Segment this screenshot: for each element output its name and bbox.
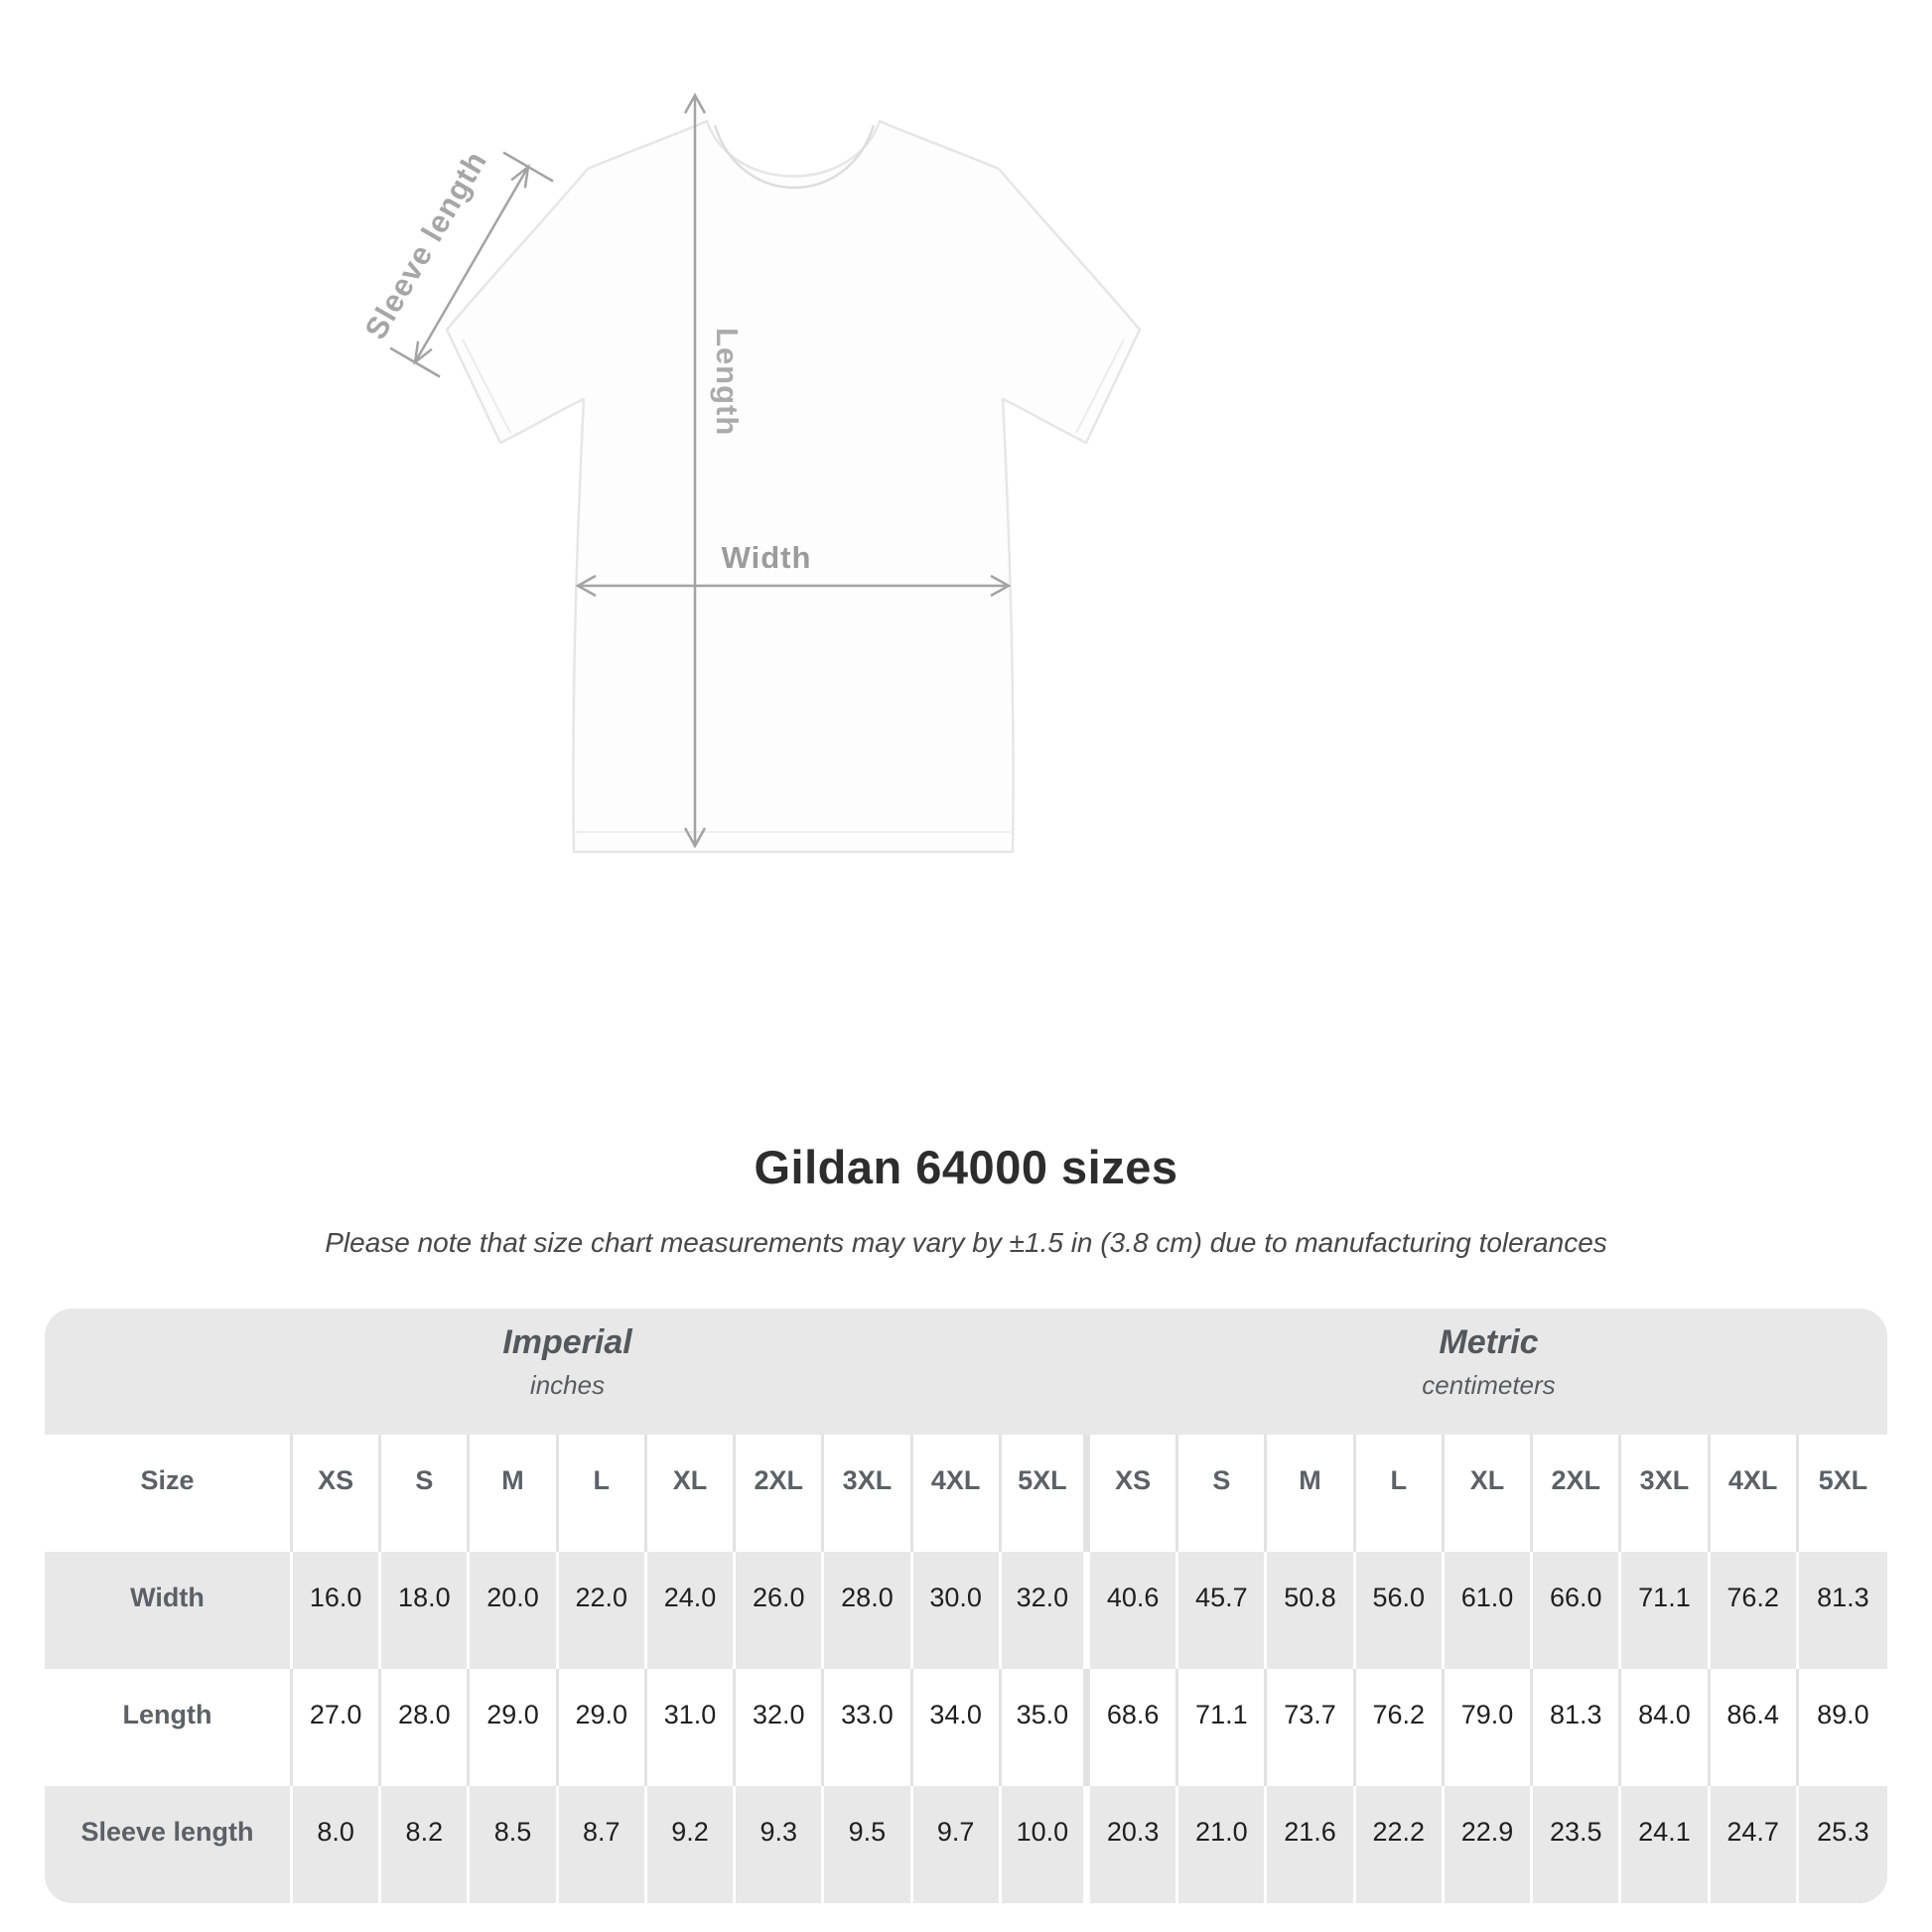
value-cell: 4XL — [1711, 1435, 1799, 1552]
value-cell: 86.4 — [1711, 1669, 1799, 1786]
value-cell: 81.3 — [1533, 1669, 1621, 1786]
value-cell: 9.2 — [647, 1786, 736, 1903]
value-cell: 10.0 — [1002, 1786, 1090, 1903]
value-cell: 26.0 — [736, 1552, 824, 1669]
value-cell: 45.7 — [1178, 1552, 1267, 1669]
value-cell: 24.0 — [647, 1552, 736, 1669]
value-cell: 22.2 — [1356, 1786, 1445, 1903]
value-cell: L — [559, 1435, 647, 1552]
value-cell: 28.0 — [824, 1552, 912, 1669]
value-cell: 25.3 — [1817, 1816, 1869, 1847]
value-cell: 21.0 — [1178, 1786, 1267, 1903]
value-cell: M — [470, 1435, 558, 1552]
metric-unit: centimeters — [1422, 1369, 1556, 1400]
tshirt-outline — [447, 121, 1140, 852]
row-label-cell: Sleeve length — [45, 1786, 293, 1903]
sleeve-length-row — [45, 1786, 1887, 1903]
page-title: Gildan 64000 sizes — [754, 1141, 1178, 1193]
value-cell: 76.2 — [1356, 1669, 1445, 1786]
value-cell: 2XL — [1533, 1435, 1621, 1552]
value-cell: 5XL — [1002, 1435, 1090, 1552]
value-cell: L — [1356, 1435, 1445, 1552]
value-cell: 84.0 — [1621, 1669, 1710, 1786]
value-cell: 22.0 — [559, 1552, 647, 1669]
metric-unit-header — [1090, 1309, 1887, 1435]
value-cell: 9.5 — [824, 1786, 912, 1903]
unit-header-row — [45, 1309, 1887, 1435]
value-cell: 20.3 — [1090, 1786, 1178, 1903]
value-cell: 31.0 — [647, 1669, 736, 1786]
value-cell: S — [381, 1435, 470, 1552]
value-cell: 50.8 — [1267, 1552, 1355, 1669]
value-cell: 8.2 — [381, 1786, 470, 1903]
value-cell: 8.5 — [470, 1786, 558, 1903]
value-cell: 16.0 — [293, 1552, 381, 1669]
value-cell: XL — [1445, 1435, 1533, 1552]
value-cell: 20.0 — [470, 1552, 558, 1669]
size-table — [45, 1309, 1887, 1903]
value-cell: XS — [293, 1435, 381, 1552]
imperial-unit: inches — [529, 1369, 606, 1400]
length-label: Length — [710, 328, 745, 437]
value-cell: 27.0 — [293, 1669, 381, 1786]
value-cell: 8.0 — [293, 1786, 381, 1903]
value-cell: 32.0 — [736, 1669, 824, 1786]
value-cell: 3XL — [824, 1435, 912, 1552]
metric-label: Metric — [1439, 1322, 1539, 1361]
value-cell: 32.0 — [1002, 1552, 1090, 1669]
value-cell: 34.0 — [913, 1669, 1002, 1786]
value-cell: 29.0 — [559, 1669, 647, 1786]
value-cell: 81.3 — [1817, 1582, 1869, 1612]
value-cell: 22.9 — [1445, 1786, 1533, 1903]
value-cell: 68.6 — [1090, 1669, 1178, 1786]
width-row — [45, 1552, 1887, 1669]
size-header-row — [45, 1435, 1887, 1552]
value-cell: 28.0 — [381, 1669, 470, 1786]
value-cell: 33.0 — [824, 1669, 912, 1786]
value-cell: 71.1 — [1621, 1552, 1710, 1669]
value-cell: 71.1 — [1178, 1669, 1267, 1786]
value-cell: 79.0 — [1445, 1669, 1533, 1786]
value-cell: 40.6 — [1090, 1552, 1178, 1669]
length-row — [45, 1669, 1887, 1786]
row-label-cell: Size — [45, 1435, 293, 1552]
value-cell: 8.7 — [559, 1786, 647, 1903]
sleeve-tick-bottom — [390, 348, 440, 377]
value-cell: 21.6 — [1267, 1786, 1355, 1903]
sleeve-tick-top — [503, 153, 553, 182]
value-cell: 30.0 — [913, 1552, 1002, 1669]
tolerance-note: Please note that size chart measurements may vary by ±1.5 in (3.8 cm) due to manufacturing tolerances — [325, 1227, 1607, 1258]
value-cell: 61.0 — [1445, 1552, 1533, 1669]
value-cell: 89.0 — [1817, 1699, 1869, 1729]
value-cell: 2XL — [736, 1435, 824, 1552]
sleeve-length-label: Sleeve length — [357, 144, 494, 345]
width-label: Width — [721, 540, 812, 575]
value-cell: 24.7 — [1711, 1786, 1799, 1903]
imperial-unit-header — [45, 1309, 1090, 1435]
value-cell: 3XL — [1621, 1435, 1710, 1552]
value-cell: 76.2 — [1711, 1552, 1799, 1669]
value-cell: XL — [647, 1435, 736, 1552]
imperial-label: Imperial — [502, 1322, 632, 1361]
value-cell: 9.7 — [913, 1786, 1002, 1903]
value-cell: 4XL — [913, 1435, 1002, 1552]
value-cell: 9.3 — [736, 1786, 824, 1903]
value-cell: M — [1267, 1435, 1355, 1552]
row-label-cell: Width — [45, 1552, 293, 1669]
value-cell: 73.7 — [1267, 1669, 1355, 1786]
tshirt-graphic — [447, 121, 1140, 852]
value-cell: 29.0 — [470, 1669, 558, 1786]
value-cell: 35.0 — [1002, 1669, 1090, 1786]
value-cell: 18.0 — [381, 1552, 470, 1669]
value-cell: XS — [1090, 1435, 1178, 1552]
row-label-cell: Length — [45, 1669, 293, 1786]
sleeve-arrowhead-top — [511, 167, 528, 188]
sleeve-arrowhead-bottom — [415, 342, 432, 362]
value-cell: S — [1178, 1435, 1267, 1552]
value-cell: 23.5 — [1533, 1786, 1621, 1903]
value-cell: 5XL — [1818, 1464, 1868, 1495]
value-cell: 66.0 — [1533, 1552, 1621, 1669]
value-cell: 24.1 — [1621, 1786, 1710, 1903]
value-cell: 56.0 — [1356, 1552, 1445, 1669]
